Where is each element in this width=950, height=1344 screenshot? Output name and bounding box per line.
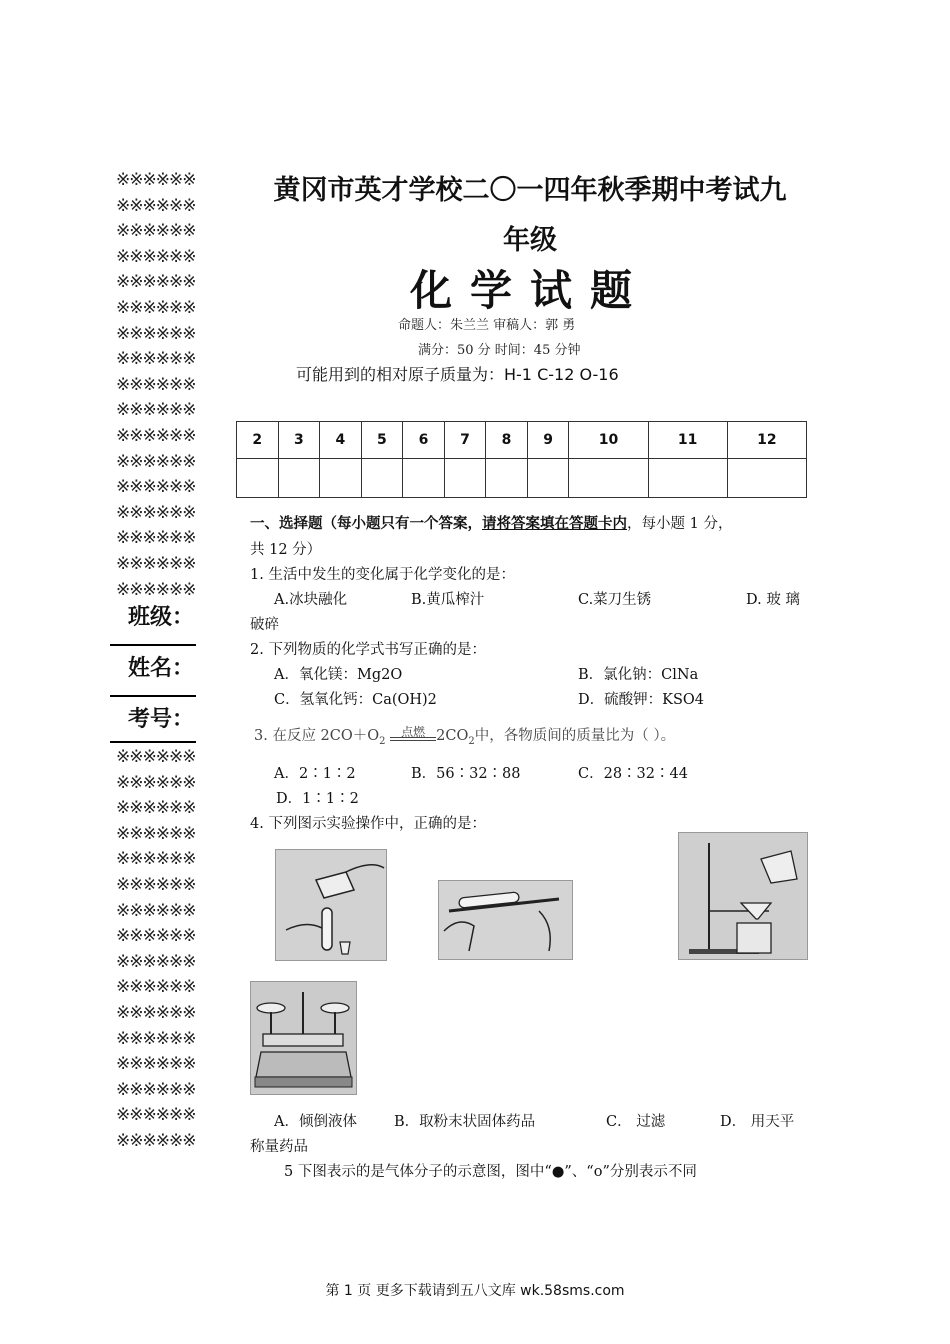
mark-row: ※※※※※※ bbox=[116, 849, 196, 870]
q4-stem: 4. 下列图示实验操作中，正确的是： bbox=[250, 816, 486, 832]
q3-stem-post: 中，各物质间的质量比为（ ）。 bbox=[474, 728, 676, 744]
answer-cell[interactable] bbox=[569, 459, 648, 498]
exam-number-label: 考号： bbox=[128, 707, 195, 732]
q4-option-a: A．倾倒液体 bbox=[274, 1114, 357, 1130]
mark-row: ※※※※※※ bbox=[116, 1130, 196, 1151]
mark-row: ※※※※※※ bbox=[116, 823, 196, 844]
q2-option-a: A．氧化镁：Mg2O bbox=[274, 667, 403, 683]
answer-number: 3 bbox=[278, 422, 320, 459]
filtration-drawing bbox=[679, 833, 807, 959]
mark-row: ※※※※※※ bbox=[116, 1054, 196, 1075]
q3-stem bbox=[254, 724, 675, 747]
mark-row: ※※※※※※ bbox=[116, 246, 196, 267]
name-label: 姓名： bbox=[128, 656, 195, 681]
section1-heading-rest: ，每小题 1 分， bbox=[627, 516, 733, 532]
q3-stem-pre: 3. 在反应 2CO＋O bbox=[254, 728, 380, 744]
answer-number: 4 bbox=[320, 422, 362, 459]
side-marks-bottom bbox=[116, 745, 226, 1155]
mark-row: ※※※※※※ bbox=[116, 297, 196, 318]
answer-number: 7 bbox=[444, 422, 486, 459]
answer-cell[interactable] bbox=[237, 459, 279, 498]
q3-reaction-arrow bbox=[390, 724, 436, 747]
answer-number: 6 bbox=[403, 422, 445, 459]
answer-number: 12 bbox=[727, 422, 806, 459]
mark-row: ※※※※※※ bbox=[116, 374, 196, 395]
q3-option-b: B．56∶32∶88 bbox=[411, 766, 521, 782]
answer-number: 10 bbox=[569, 422, 648, 459]
class-label: 班级： bbox=[128, 605, 195, 630]
answer-cell[interactable] bbox=[444, 459, 486, 498]
answer-table-header-row bbox=[237, 422, 807, 459]
q1-stem: 1. 生活中发生的变化属于化学变化的是： bbox=[250, 567, 515, 583]
filtration-image bbox=[678, 832, 808, 960]
answer-cell[interactable] bbox=[361, 459, 403, 498]
authors-line: 命题人：朱兰兰 审稿人：郭 勇 bbox=[398, 318, 576, 333]
mark-row: ※※※※※※ bbox=[116, 977, 196, 998]
side-marks-top bbox=[116, 168, 226, 603]
q1-option-d: D. 玻 璃 bbox=[746, 592, 800, 608]
q2-stem: 2. 下列物质的化学式书写正确的是： bbox=[250, 642, 486, 658]
q1-option-d-cont: 破碎 bbox=[250, 617, 279, 633]
q1-option-c: C.菜刀生锈 bbox=[578, 592, 652, 608]
q1-option-a: A.冰块融化 bbox=[274, 592, 348, 608]
mark-row: ※※※※※※ bbox=[116, 349, 196, 370]
mark-row: ※※※※※※ bbox=[116, 272, 196, 293]
q4-option-c: C． 过滤 bbox=[606, 1114, 666, 1130]
answer-cell[interactable] bbox=[727, 459, 806, 498]
q2-option-b: B．氯化钠：ClNa bbox=[578, 667, 699, 683]
pouring-liquid-image bbox=[275, 849, 387, 961]
class-line bbox=[110, 644, 196, 646]
mark-row: ※※※※※※ bbox=[116, 900, 196, 921]
q1-option-b: B.黄瓜榨汁 bbox=[411, 592, 485, 608]
q3-option-d: D．1∶1∶2 bbox=[276, 791, 359, 807]
answer-number: 9 bbox=[527, 422, 569, 459]
mark-row: ※※※※※※ bbox=[116, 528, 196, 549]
mark-row: ※※※※※※ bbox=[116, 1002, 196, 1023]
mark-row: ※※※※※※ bbox=[116, 1105, 196, 1126]
mark-row: ※※※※※※ bbox=[116, 1028, 196, 1049]
balance-scale-drawing bbox=[251, 982, 356, 1094]
section1-heading-bold: 一、选择题（每小题只有一个答案， bbox=[250, 516, 482, 532]
section1-heading-line2: 共 12 分） bbox=[250, 542, 322, 558]
answer-number: 5 bbox=[361, 422, 403, 459]
mark-row: ※※※※※※ bbox=[116, 1079, 196, 1100]
mark-row: ※※※※※※ bbox=[116, 323, 196, 344]
mark-row: ※※※※※※ bbox=[116, 747, 196, 767]
mark-row: ※※※※※※ bbox=[116, 951, 196, 972]
answer-cell[interactable] bbox=[527, 459, 569, 498]
q3-condition: 点燃 bbox=[401, 724, 426, 739]
score-time-line: 满分：50 分 时间：45 分钟 bbox=[418, 343, 581, 358]
mark-row: ※※※※※※ bbox=[116, 451, 196, 472]
section1-heading-underline: 请将答案填在答题卡内 bbox=[482, 516, 627, 532]
section1-heading bbox=[250, 512, 732, 533]
answer-cell[interactable] bbox=[278, 459, 320, 498]
answer-number: 2 bbox=[237, 422, 279, 459]
q4-option-d: D． 用天平 bbox=[720, 1114, 795, 1130]
q3-product: 2CO bbox=[436, 728, 469, 744]
mark-row: ※※※※※※ bbox=[116, 425, 196, 446]
q3-product-subscript: 2 bbox=[468, 735, 475, 747]
q2-option-c: C．氢氧化钙：Ca(OH)2 bbox=[274, 692, 437, 708]
mark-row: ※※※※※※ bbox=[116, 874, 196, 895]
atomic-mass-line: 可能用到的相对原子质量为：H-1 C-12 O-16 bbox=[296, 365, 619, 384]
q4-option-d-cont: 称量药品 bbox=[250, 1139, 308, 1155]
q4-option-b: B．取粉末状固体药品 bbox=[394, 1114, 536, 1130]
mark-row: ※※※※※※ bbox=[116, 798, 196, 819]
exam-number-line bbox=[110, 741, 196, 743]
mark-row: ※※※※※※ bbox=[116, 926, 196, 947]
mark-row: ※※※※※※ bbox=[116, 553, 196, 574]
q2-option-d: D．硫酸钾：KSO4 bbox=[578, 692, 705, 708]
q3-option-c: C．28∶32∶44 bbox=[578, 766, 688, 782]
balance-scale-image bbox=[250, 981, 357, 1095]
mark-row: ※※※※※※ bbox=[116, 502, 196, 523]
answer-cell[interactable] bbox=[648, 459, 727, 498]
answer-table bbox=[236, 421, 807, 498]
answer-table-blank-row bbox=[237, 459, 807, 498]
powder-reagent-image bbox=[438, 880, 573, 960]
mark-row: ※※※※※※ bbox=[116, 772, 196, 793]
mark-row: ※※※※※※ bbox=[116, 195, 196, 216]
answer-cell[interactable] bbox=[320, 459, 362, 498]
exam-title-line2: 年级 bbox=[503, 225, 557, 256]
answer-number: 11 bbox=[648, 422, 727, 459]
answer-cell[interactable] bbox=[486, 459, 528, 498]
page-footer: 第 1 页 更多下载请到五八文库 wk.58sms.com bbox=[325, 1283, 625, 1299]
q5-stem: 5 下图表示的是气体分子的示意图，图中“●”、“o”分别表示不同 bbox=[284, 1164, 697, 1180]
mark-row: ※※※※※※ bbox=[116, 477, 196, 498]
answer-number: 8 bbox=[486, 422, 528, 459]
exam-title: 黄冈市英才学校二〇一四年秋季期中考试九 bbox=[273, 175, 787, 206]
pouring-liquid-drawing bbox=[276, 850, 386, 960]
mark-row: ※※※※※※ bbox=[116, 400, 196, 421]
q3-option-a: A．2∶1∶2 bbox=[274, 766, 356, 782]
q3-subscript: 2 bbox=[379, 735, 386, 747]
subject-title: 化学试题 bbox=[409, 266, 650, 315]
powder-reagent-drawing bbox=[439, 881, 572, 959]
mark-row: ※※※※※※ bbox=[116, 221, 196, 242]
mark-row: ※※※※※※ bbox=[116, 579, 196, 600]
name-line bbox=[110, 695, 196, 697]
answer-cell[interactable] bbox=[403, 459, 445, 498]
mark-row: ※※※※※※ bbox=[116, 170, 196, 190]
